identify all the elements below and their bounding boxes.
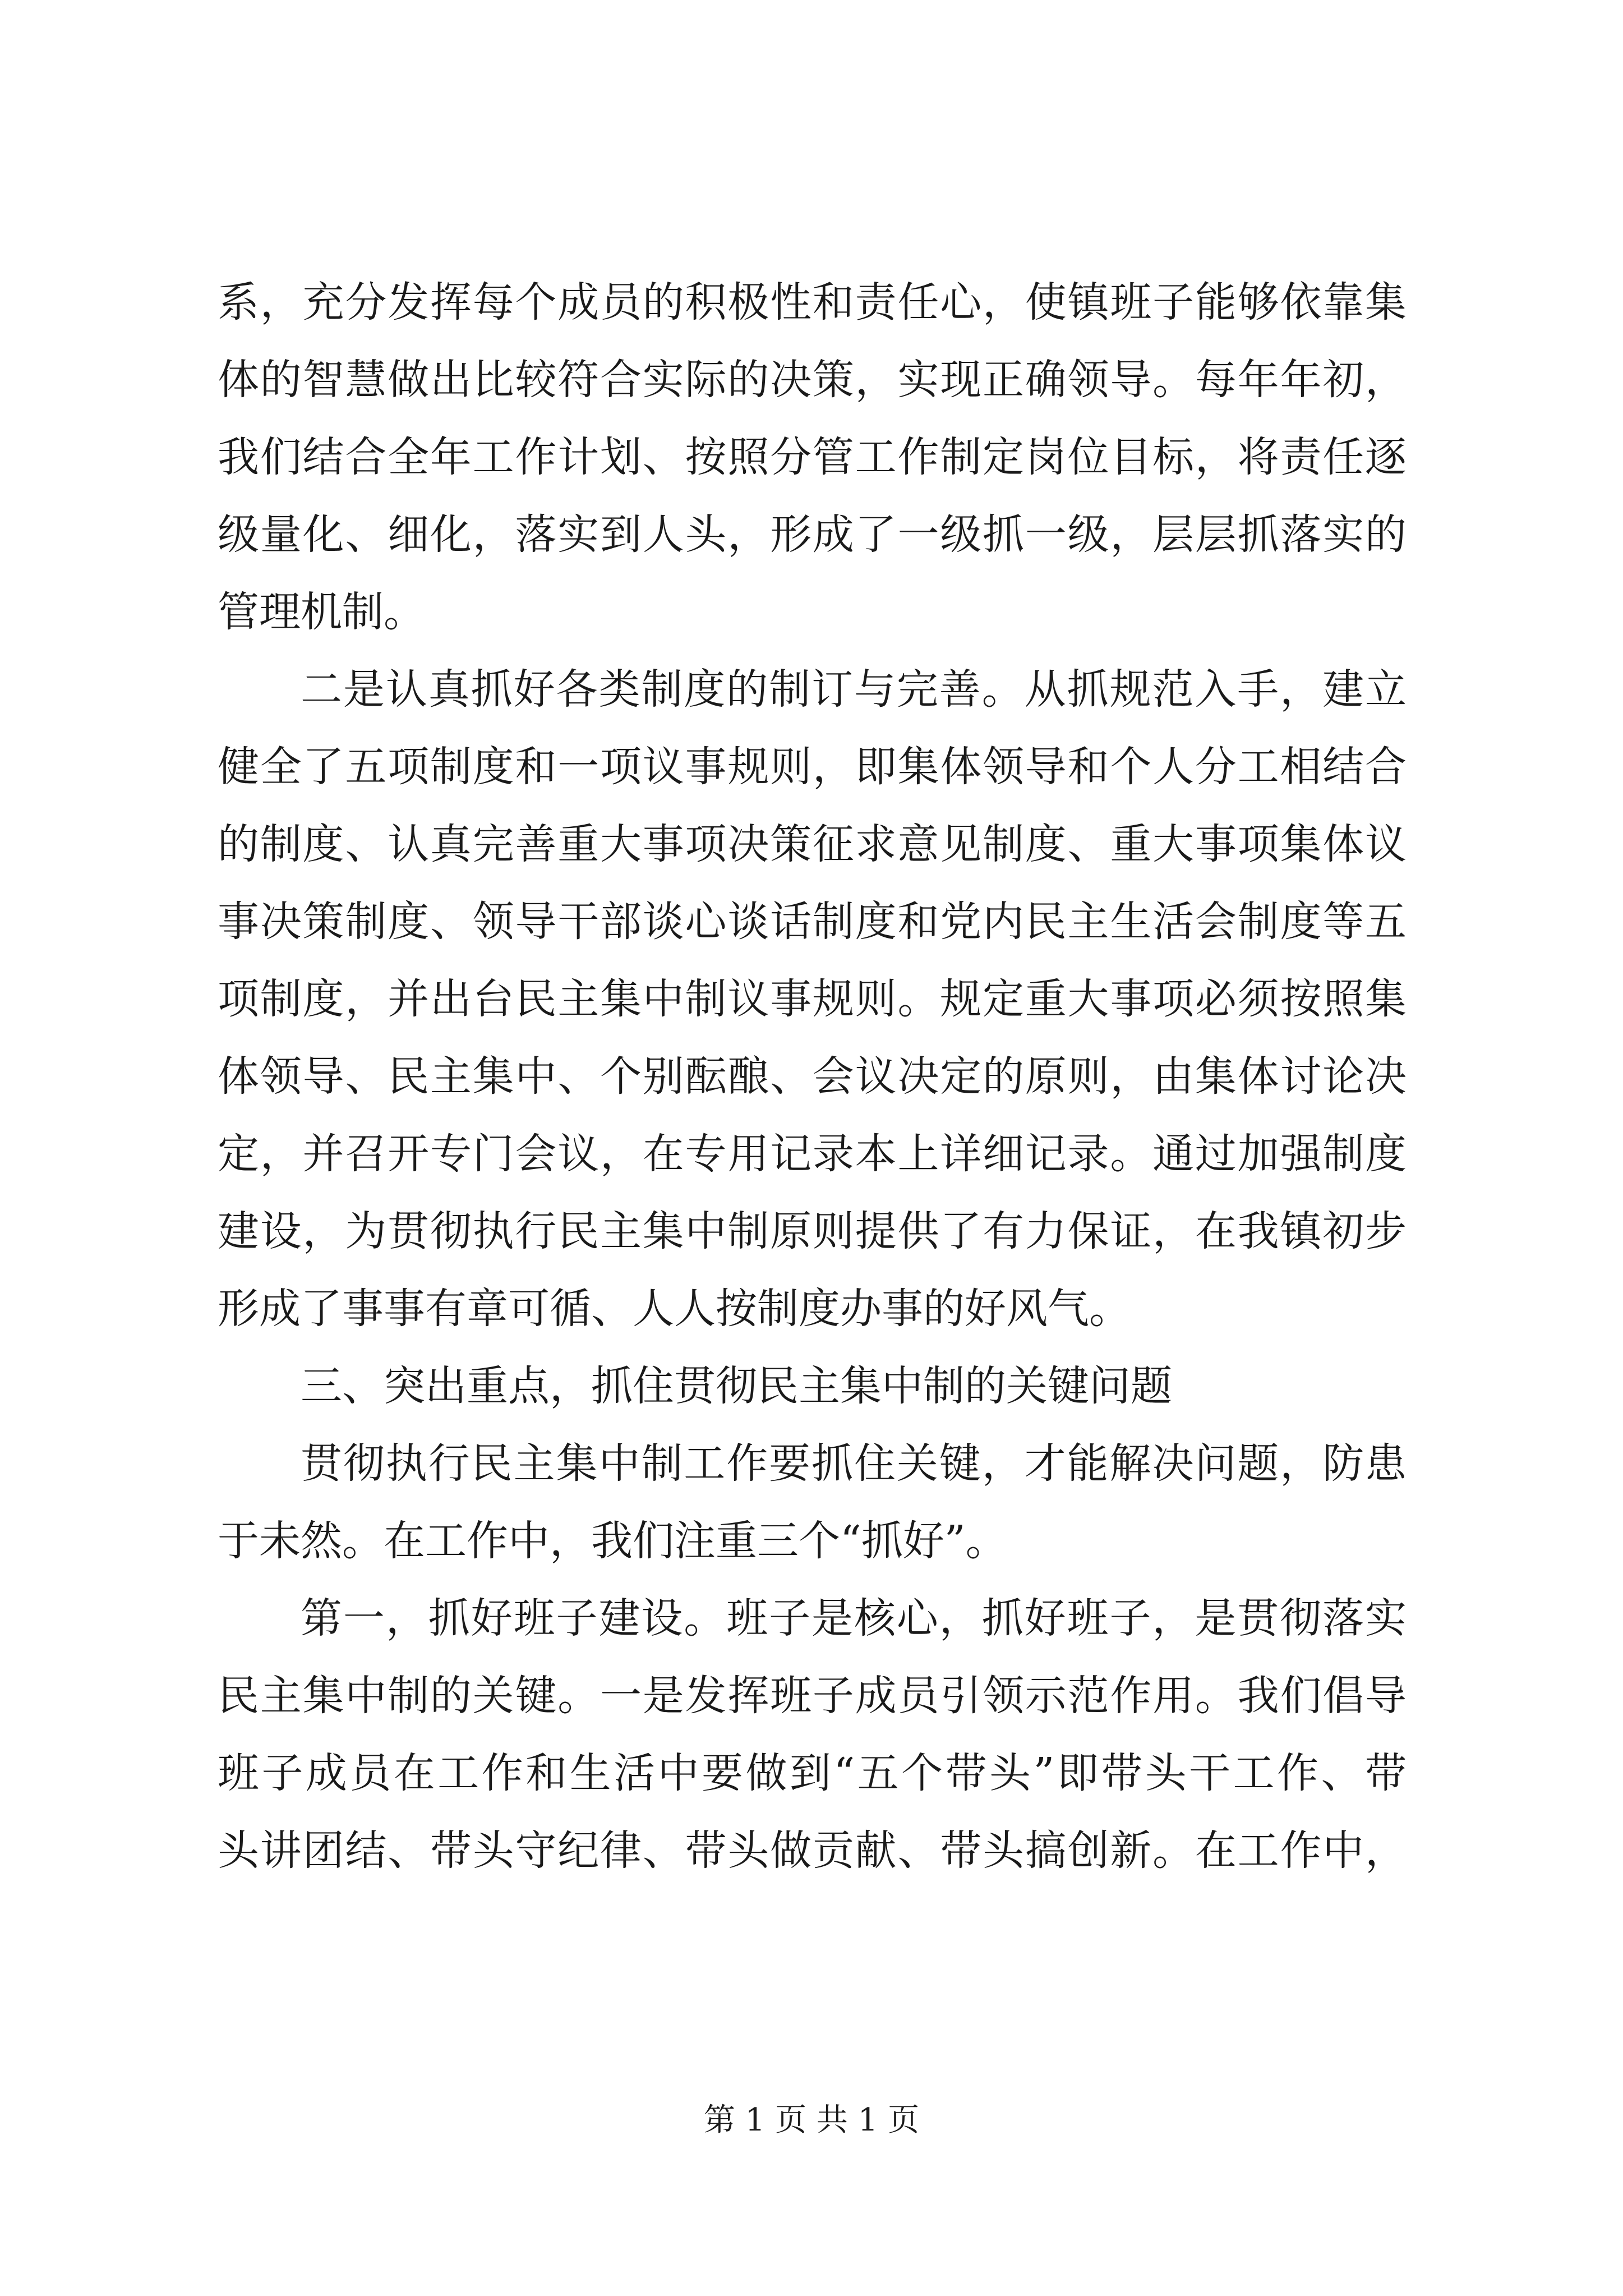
text-line: 建设，为贯彻执行民主集中制原则提供了有力保证，在我镇初步	[218, 1207, 1407, 1255]
text-line: 的制度、认真完善重大事项决策征求意见制度、重大事项集体议	[218, 820, 1407, 868]
page-footer: 第 1 页 共 1 页	[703, 2102, 920, 2138]
text-line: 形成了事事有章可循、人人按制度办事的好风气。	[218, 1285, 1131, 1333]
section-heading: 三、突出重点，抓住贯彻民主集中制的关键问题	[301, 1362, 1172, 1410]
text-line: 事决策制度、领导干部谈心谈话制度和党内民主生活会制度等五	[218, 898, 1407, 946]
document-body	[218, 264, 1407, 1889]
text-line: 我们结合全年工作计划、按照分管工作制定岗位目标，将责任逐	[218, 433, 1407, 481]
paragraph-first-line: 第一，抓好班子建设。班子是核心，抓好班子，是贯彻落实	[301, 1594, 1407, 1642]
text-line: 民主集中制的关键。一是发挥班子成员引领示范作用。我们倡导	[218, 1672, 1407, 1720]
text-line: 体的智慧做出比较符合实际的决策，实现正确领导。每年年初，	[218, 356, 1407, 404]
paragraph-first-line: 二是认真抓好各类制度的制订与完善。从抓规范入手，建立	[301, 665, 1407, 714]
text-line: 班子成员在工作和生活中要做到“五个带头”即带头干工作、带	[218, 1749, 1407, 1797]
text-line: 级量化、细化，落实到人头，形成了一级抓一级，层层抓落实的	[218, 510, 1407, 559]
text-line: 体领导、民主集中、个别酝酿、会议决定的原则，由集体讨论决	[218, 1052, 1407, 1101]
text-line: 定，并召开专门会议，在专用记录本上详细记录。通过加强制度	[218, 1130, 1407, 1178]
text-line: 健全了五项制度和一项议事规则，即集体领导和个人分工相结合	[218, 743, 1407, 791]
text-line: 系，充分发挥每个成员的积极性和责任心，使镇班子能够依靠集	[218, 278, 1407, 326]
text-line: 项制度，并出台民主集中制议事规则。规定重大事项必须按照集	[218, 975, 1407, 1023]
text-line: 头讲团结、带头守纪律、带头做贡献、带头搞创新。在工作中，	[218, 1826, 1407, 1875]
text-line: 管理机制。	[218, 588, 425, 636]
text-line: 于未然。在工作中，我们注重三个“抓好”。	[218, 1517, 1007, 1565]
paragraph-first-line: 贯彻执行民主集中制工作要抓住关键，才能解决问题，防患	[301, 1439, 1407, 1488]
